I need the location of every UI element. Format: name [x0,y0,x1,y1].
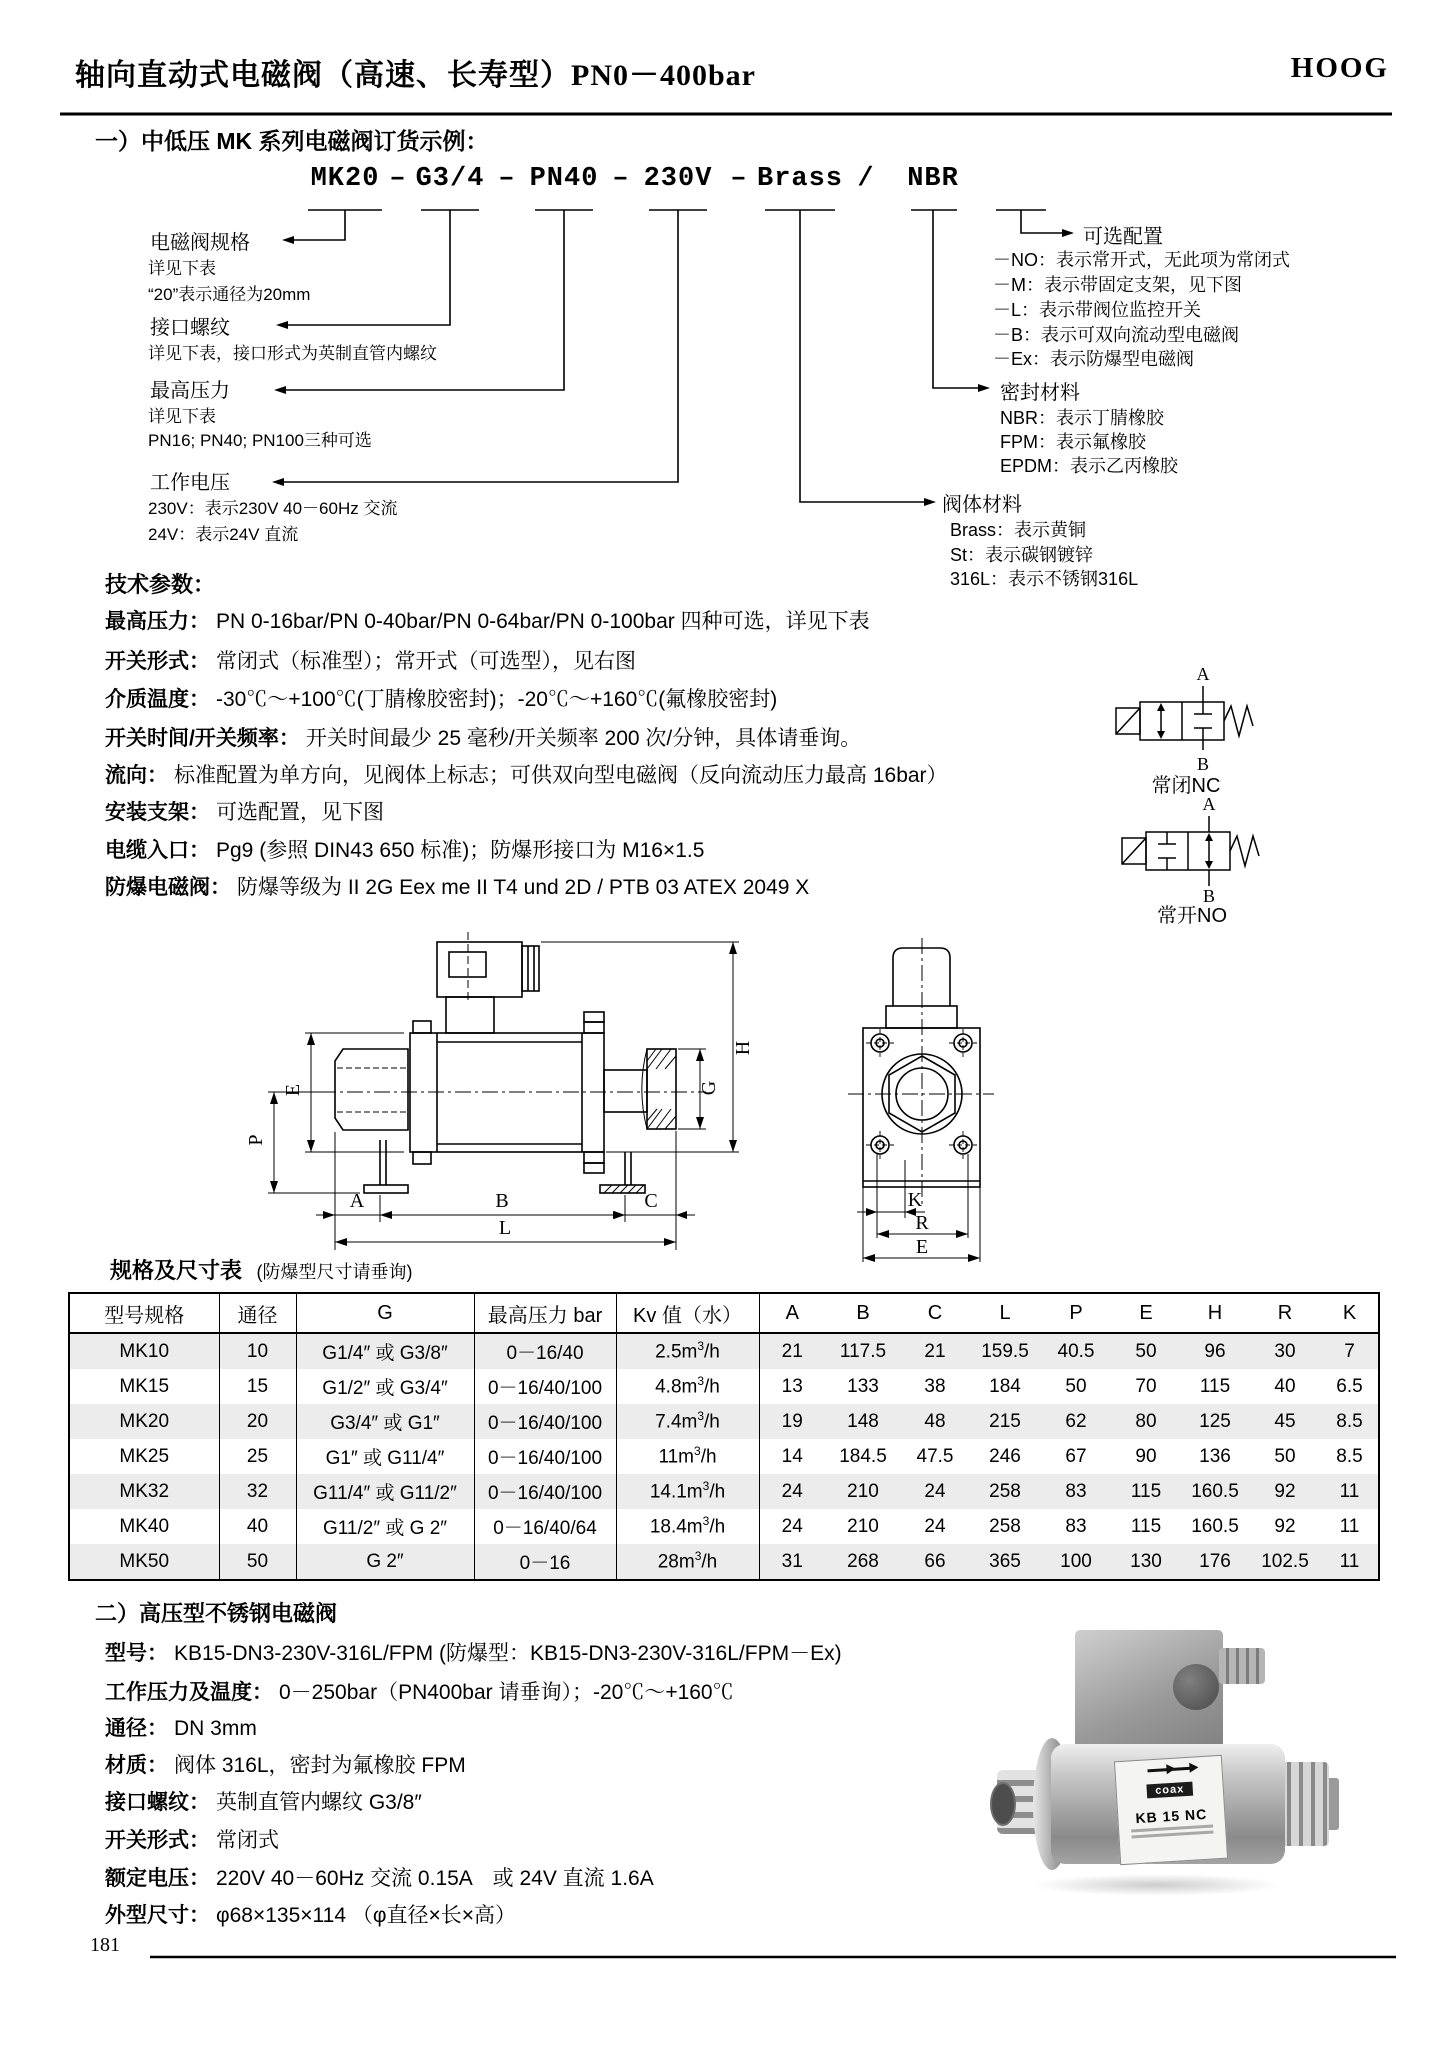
photo-shadow [1031,1874,1283,1896]
photo-coil-hole [1173,1664,1219,1710]
table-row [69,1544,1379,1580]
tech-param-text: Pg9 (参照 DIN43 650 标准)；防爆形接口为 M16×1.5 [216,839,705,862]
section2-text: 阀体 316L，密封为氟橡胶 FPM [174,1754,466,1777]
section2-label: 开关形式： [105,1829,210,1852]
tech-param-item [105,683,777,713]
table-cell: G1/4″ 或 G3/8″ [296,1333,474,1369]
section2-label: 外型尺寸： [105,1904,210,1927]
table-cell: 24 [781,1515,803,1537]
valve-symbol-nc [1116,686,1253,750]
callout-line: －Ex：表示防爆型电磁阀 [993,349,1195,369]
table-cell: 258 [989,1515,1021,1537]
callout-line: NBR：表示丁腈橡胶 [1000,408,1165,428]
table-cell: 215 [969,1404,1041,1439]
table-row [69,1439,1379,1474]
table-cell: 90 [1135,1445,1157,1467]
table-cell: 96 [1181,1333,1249,1369]
order-code-separator: – [389,164,407,194]
table-cell: $14.1m^3/h$ [616,1474,759,1509]
section2-item [105,1899,516,1929]
table-cell: 92 [1274,1515,1296,1537]
tech-param-item [105,605,870,635]
table-cell: MK32 [69,1474,219,1509]
table-cell: 125 [1181,1404,1249,1439]
side-view-centerlines [320,932,706,1112]
callout-title: 接口螺纹 [150,317,230,339]
callout-line: St：表示碳钢镀锌 [950,545,1094,565]
dim-label-G: G [698,1080,720,1096]
dim-label-H: H [732,1040,754,1056]
table-cell: 11 [1321,1544,1379,1580]
table-cell: $28m^3/h$ [616,1544,759,1580]
spec-table-title [110,1254,412,1285]
tech-param-item [105,871,809,901]
table-cell: 0－16/40/100 [474,1474,616,1509]
section2-text: 0－250bar（PN400bar 请垂询）；-20℃～+160℃ [279,1681,734,1704]
section2-item [105,1786,422,1816]
table-cell: 19 [759,1404,825,1439]
spec-table-grid [68,1292,1380,1581]
section2-label: 材质： [105,1754,168,1777]
col-header: 型号规格 [69,1293,219,1333]
table-cell: 66 [901,1544,969,1580]
dim-label-P: P [245,1134,267,1146]
table-row [69,1333,1379,1369]
table-cell: 8.5 [1336,1445,1363,1467]
dim-label-B: B [495,1190,509,1212]
callout-line: FPM：表示氟橡胶 [1000,432,1146,452]
section2-item [105,1824,279,1854]
tech-param-item [105,645,636,675]
table-cell: 210 [825,1474,901,1509]
table-cell: G1″ 或 G11/4″ [296,1439,474,1474]
section2-label: 接口螺纹： [105,1791,210,1814]
order-code-separator: – [612,164,630,194]
callout-line: PN16; PN40; PN100三种可选 [148,431,372,450]
tech-param-label: 开关形式： [105,650,210,673]
table-cell: 50 [219,1544,296,1580]
table-cell: 136 [1199,1445,1231,1467]
table-cell: 14 [781,1445,803,1467]
photo-model-text: KB 15 NC [1135,1805,1208,1827]
table-cell: MK20 [69,1404,219,1439]
section2-item [105,1749,466,1779]
table-row [69,1404,1379,1439]
table-cell: 40 [219,1509,296,1544]
nc-port-a: A [1196,664,1210,684]
order-code-segment: NBR [907,164,959,194]
page-title: 轴向直动式电磁阀（高速、长寿型）PN0－400bar [75,59,756,92]
photo-connector-stub [1219,1648,1265,1684]
section2-label: 通径： [105,1717,168,1740]
callout-line: －M：表示带固定支架，见下图 [993,275,1242,295]
table-cell: $2.5m^3/h$ [616,1333,759,1369]
tech-param-item [105,834,704,864]
table-cell: 32 [219,1474,296,1509]
table-cell: $7.4m^3/h$ [616,1404,759,1439]
table-cell: 6.5 [1336,1375,1363,1397]
table-row [69,1509,1379,1544]
tech-param-item [105,722,861,752]
tech-param-label: 介质温度： [105,688,210,711]
table-cell: 40.5 [1041,1333,1111,1369]
table-cell: 7 [1321,1333,1379,1369]
callout-line: 230V：表示230V 40－60Hz 交流 [148,499,398,518]
table-cell: G11/2″ 或 G 2″ [296,1509,474,1544]
col-header: P [1041,1293,1111,1333]
col-header: L [969,1293,1041,1333]
callout-title: 密封材料 [1000,382,1080,404]
tech-param-item [105,759,948,789]
table-cell: 258 [969,1474,1041,1509]
tech-param-text: 常闭式（标准型）；常开式（可选型），见右图 [216,650,636,673]
tech-param-label: 电缆入口： [105,839,210,862]
section1-heading: 一）中低压 MK 系列电磁阀订货示例： [95,128,489,154]
tech-params-heading: 技术参数： [105,572,216,597]
table-cell: 20 [219,1404,296,1439]
callout-line: “20”表示通径为20mm [148,285,311,304]
callout-line: －L：表示带阀位监控开关 [993,300,1202,320]
table-cell: $18.4m^3/h$ [616,1509,759,1544]
table-cell: 365 [969,1544,1041,1580]
front-view-centerlines [848,938,994,1205]
table-cell: $4.8m^3/h$ [616,1369,759,1404]
table-cell: 30 [1249,1333,1321,1369]
table-cell: 92 [1249,1474,1321,1509]
tech-param-text: PN 0-16bar/PN 0-40bar/PN 0-64bar/PN 0-100bar 四种可选，详见下表 [216,610,870,633]
callout-title: 阀体材料 [942,494,1022,516]
table-header-row [69,1293,1379,1333]
order-code-segment: PN40 [529,164,599,194]
col-header: R [1249,1293,1321,1333]
callout-title: 可选配置 [1083,226,1163,248]
dim-label-R: R [915,1212,929,1234]
order-code-arrowheads [272,229,1074,506]
table-cell: 24 [759,1474,825,1509]
section2-label: 工作压力及温度： [105,1681,273,1704]
table-cell: 160.5 [1191,1515,1239,1537]
table-cell: G1/2″ 或 G3/4″ [296,1369,474,1404]
page-number: 181 [90,1934,120,1956]
spec-table [68,1292,1380,1581]
col-header: 通径 [219,1293,296,1333]
table-row [69,1369,1379,1404]
tech-param-label: 开关时间/开关频率： [105,727,300,750]
table-cell: 45 [1249,1404,1321,1439]
table-cell: 159.5 [969,1333,1041,1369]
table-cell: 184 [989,1375,1021,1397]
table-cell: 50 [1111,1333,1181,1369]
tech-param-text: 标准配置为单方向，见阀体上标志；可供双向型电磁阀（反向流动压力最高 16bar） [174,764,948,787]
dim-label-E-front: E [915,1236,929,1258]
section2-text: DN 3mm [174,1717,257,1740]
section2-item [105,1637,842,1667]
table-cell: 0－16/40/100 [474,1369,616,1404]
table-cell: 15 [219,1369,296,1404]
callout-line: 详见下表 [148,259,216,278]
order-code-segment: Brass [756,164,844,194]
table-cell: G 2″ [296,1544,474,1580]
table-cell: 40 [1274,1375,1296,1397]
tech-param-label: 安装支架： [105,801,210,824]
table-cell: 50 [1274,1445,1296,1467]
flow-arrows-icon [1115,1761,1222,1779]
coax-logo [1116,1777,1223,1801]
table-cell: 268 [825,1544,901,1580]
table-cell: MK40 [69,1509,219,1544]
order-code-segment: MK20 [310,164,380,194]
table-cell: 8.5 [1321,1404,1379,1439]
table-cell: 24 [901,1474,969,1509]
col-header: 最高压力 bar [474,1293,616,1333]
table-cell: 13 [781,1375,803,1397]
spec-table-title-text: 规格及尺寸表 [110,1258,243,1283]
table-cell: 70 [1135,1375,1157,1397]
table-cell: 210 [847,1515,879,1537]
dim-label-A: A [349,1190,365,1212]
table-cell: 100 [1041,1544,1111,1580]
table-cell: 83 [1065,1515,1087,1537]
table-cell: G11/4″ 或 G11/2″ [296,1474,474,1509]
tech-param-text: 可选配置，见下图 [216,801,384,824]
order-code-segment: 230V [643,164,713,194]
tech-param-item [105,796,384,826]
table-cell: 0－16 [474,1544,616,1580]
table-cell: 83 [1041,1474,1111,1509]
section2-item [105,1862,654,1892]
tech-param-label: 防爆电磁阀： [105,876,231,899]
table-cell: 133 [847,1375,879,1397]
table-cell: 130 [1111,1544,1181,1580]
table-cell: 148 [825,1404,901,1439]
table-cell: 246 [989,1445,1021,1467]
callout-line: 详见下表 [148,407,216,426]
table-cell: 0－16/40/100 [474,1439,616,1474]
table-cell: 176 [1181,1544,1249,1580]
section2-text: KB15-DN3-230V-316L/FPM (防爆型：KB15-DN3-230V-316L/FPM－Ex) [174,1642,842,1665]
callout-line: 24V：表示24V 直流 [148,525,299,544]
order-code-segment: G3/4 [415,164,485,194]
col-header: B [825,1293,901,1333]
table-cell: 0－16/40 [474,1333,616,1369]
section2-text: φ68×135×114 （φ直径×长×高） [216,1904,516,1927]
photo-right-fitting [1279,1762,1329,1846]
table-cell: 0－16/40/100 [474,1404,616,1439]
section2-label: 额定电压： [105,1867,210,1890]
table-cell: 184.5 [839,1445,887,1467]
table-cell: MK15 [69,1369,219,1404]
col-header: Kv 值（水） [616,1293,759,1333]
section2-item [105,1676,734,1706]
table-cell: 102.5 [1249,1544,1321,1580]
section2-text: 220V 40－60Hz 交流 0.15A 或 24V 直流 1.6A [216,1867,654,1890]
table-cell: 117.5 [825,1333,901,1369]
table-cell: 25 [219,1439,296,1474]
table-cell: 11 [1321,1474,1379,1509]
tech-param-label: 最高压力： [105,610,210,633]
table-cell: MK50 [69,1544,219,1580]
no-port-b: B [1202,886,1216,906]
col-header: C [901,1293,969,1333]
col-header: K [1321,1293,1379,1333]
section2-text: 常闭式 [216,1829,279,1852]
order-code-separator: – [498,164,516,194]
col-header: A [759,1293,825,1333]
dim-label-K: K [907,1189,923,1211]
callout-line: 详见下表，接口形式为英制直管内螺纹 [148,344,437,363]
product-photo [1003,1612,1333,1912]
callout-title: 最高压力 [150,380,230,402]
callout-title: 工作电压 [150,472,230,494]
order-code-separator: / [857,164,875,194]
callout-line: Brass：表示黄铜 [950,520,1087,540]
table-cell: MK10 [69,1333,219,1369]
table-cell: 62 [1041,1404,1111,1439]
table-cell: 21 [759,1333,825,1369]
table-cell: 115 [1199,1375,1231,1397]
callout-line: －B：表示可双向流动型电磁阀 [993,325,1240,345]
table-cell: 50 [1065,1375,1087,1397]
table-cell: 160.5 [1181,1474,1249,1509]
table-cell: 48 [901,1404,969,1439]
table-cell: 24 [924,1515,946,1537]
table-cell: 31 [759,1544,825,1580]
dim-label-E-side: E [282,1083,304,1097]
table-cell: 80 [1111,1404,1181,1439]
tech-param-text: -30℃～+100℃(丁腈橡胶密封)；-20℃～+160℃(氟橡胶密封) [216,688,778,711]
nc-caption: 常闭NC [1151,775,1221,797]
table-cell: 11 [1339,1515,1360,1537]
photo-label [1114,1755,1228,1865]
no-caption: 常开NO [1157,905,1227,927]
table-cell: MK25 [69,1439,219,1474]
valve-symbol-no [1122,816,1259,886]
coax-logo-text: coax [1147,1782,1193,1799]
photo-bore [990,1782,1016,1826]
callout-line: 316L：表示不锈钢316L [950,569,1139,589]
no-port-a: A [1202,794,1216,814]
order-code-separator: – [730,164,748,194]
callout-title: 电磁阀规格 [150,232,250,254]
tech-param-text: 防爆等级为 II 2G Eex me II T4 und 2D / PTB 03 ATEX 2049 X [237,876,810,899]
table-cell: 115 [1130,1515,1162,1537]
dim-label-C: C [644,1190,658,1212]
tech-param-label: 流向： [105,764,168,787]
nc-port-b: B [1196,754,1210,774]
section2-label: 型号： [105,1642,168,1665]
dim-label-L: L [498,1217,512,1239]
table-cell: 10 [219,1333,296,1369]
col-header: H [1181,1293,1249,1333]
brand-logo-text: HOOG [1290,52,1389,84]
section2-text: 英制直管内螺纹 G3/8″ [216,1791,422,1814]
col-header: G [296,1293,474,1333]
callout-line: EPDM：表示乙丙橡胶 [1000,456,1179,476]
table-cell: 38 [924,1375,946,1397]
spec-table-title-note: (防爆型尺寸请垂询) [256,1262,413,1282]
table-cell: $11m^3/h$ [616,1439,759,1474]
section2-heading: 二）高压型不锈钢电磁阀 [95,1601,338,1626]
col-header: E [1111,1293,1181,1333]
table-cell: 47.5 [916,1445,954,1467]
table-cell: 0－16/40/64 [474,1509,616,1544]
section2-item [105,1712,257,1742]
table-cell: 115 [1111,1474,1181,1509]
table-cell: 67 [1065,1445,1087,1467]
table-row [69,1474,1379,1509]
table-cell: G3/4″ 或 G1″ [296,1404,474,1439]
table-cell: 21 [901,1333,969,1369]
callout-line: －NO：表示常开式，无此项为常闭式 [993,250,1290,270]
tech-param-text: 开关时间最少 25 毫秒/开关频率 200 次/分钟，具体请垂询。 [305,727,862,750]
